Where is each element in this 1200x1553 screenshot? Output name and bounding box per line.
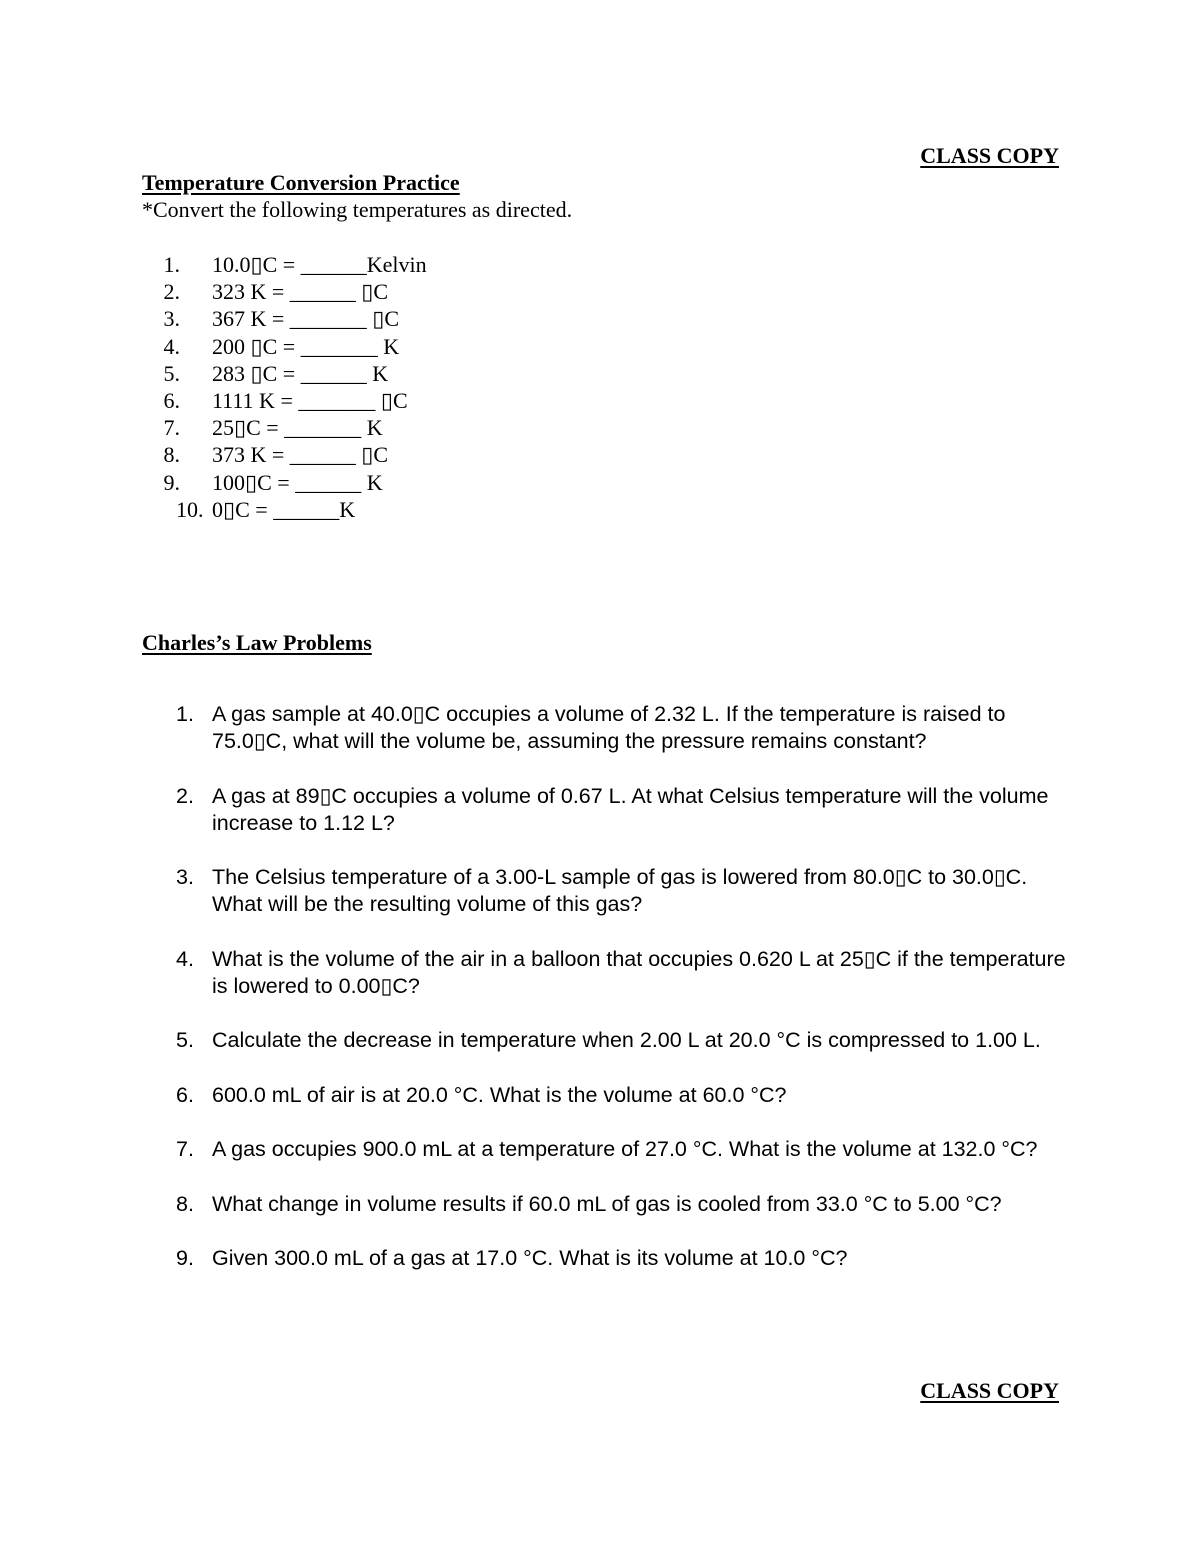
temperature-section-heading: Temperature Conversion Practice (142, 170, 460, 195)
problem-text: A gas sample at 40.0▯C occupies a volume of 2.32 L. If the temperature is raised to 75.0▯C, what will the volume be, assuming the pressure remains constant? (212, 702, 1006, 754)
class-copy-label-bottom: CLASS COPY (920, 1378, 1059, 1403)
item-text: 323 K = ______ ▯C (212, 279, 389, 305)
item-number: 5. (163, 360, 180, 386)
problem-item (142, 1027, 1072, 1054)
item-text: 100▯C = ______ K (212, 469, 383, 495)
problem-item (142, 1082, 1072, 1109)
class-copy-label-top: CLASS COPY (920, 143, 1059, 168)
problem-text: A gas occupies 900.0 mL at a temperature of 27.0 °C. What is the volume at 132.0 °C? (212, 1137, 1038, 1162)
item-number: 4. (163, 333, 180, 359)
charles-problem-list (142, 701, 1072, 1299)
problem-number: 1. (176, 702, 194, 726)
problem-text: What is the volume of the air in a balloon that occupies 0.620 L at 25▯C if the temperature is lowered to 0.00▯C? (212, 946, 1066, 998)
problem-item (142, 701, 1072, 755)
problem-item (142, 1191, 1072, 1218)
problem-text: Given 300.0 mL of a gas at 17.0 °C. What is its volume at 10.0 °C? (212, 1245, 848, 1270)
problem-number: 4. (176, 946, 194, 971)
item-text: 10.0▯C = ______Kelvin (212, 252, 427, 277)
item-number: 1. (163, 252, 180, 277)
item-text: 200 ▯C = _______ K (212, 333, 400, 359)
problem-number: 3. (176, 865, 194, 890)
problem-number: 9. (176, 1245, 194, 1270)
problem-item (142, 1136, 1072, 1163)
item-number: 3. (163, 306, 180, 332)
item-number: 10. (176, 496, 204, 522)
problem-item (142, 864, 1072, 918)
item-number: 8. (163, 442, 180, 468)
item-text: 1111 K = _______ ▯C (212, 387, 408, 413)
problem-text: 600.0 mL of air is at 20.0 °C. What is the volume at 60.0 °C? (212, 1082, 787, 1107)
item-text: 367 K = _______ ▯C (212, 306, 400, 332)
item-text: 25▯C = _______ K (212, 415, 383, 441)
problem-item (142, 1245, 1072, 1272)
problem-number: 2. (176, 783, 194, 808)
charles-section-heading: Charles’s Law Problems (142, 630, 372, 655)
problem-text: The Celsius temperature of a 3.00-L sample of gas is lowered from 80.0▯C to 30.0▯C. What will be the resulting volume of this gas? (212, 865, 1028, 917)
item-number: 6. (163, 387, 180, 413)
problem-number: 6. (176, 1082, 194, 1107)
item-text: 0▯C = ______K (212, 496, 356, 522)
temperature-instruction: *Convert the following temperatures as directed. (142, 197, 573, 222)
problem-text: What change in volume results if 60.0 mL of gas is cooled from 33.0 °C to 5.00 °C? (212, 1191, 1002, 1216)
problem-number: 5. (176, 1028, 194, 1053)
item-number: 9. (163, 469, 180, 495)
item-number: 2. (163, 279, 180, 305)
problem-item (142, 783, 1072, 837)
problem-number: 8. (176, 1191, 194, 1216)
problem-text: Calculate the decrease in temperature when 2.00 L at 20.0 °C is compressed to 1.00 L. (212, 1028, 1041, 1053)
item-text: 373 K = ______ ▯C (212, 442, 389, 468)
item-number: 7. (163, 415, 180, 441)
problem-text: A gas at 89▯C occupies a volume of 0.67 L. At what Celsius temperature will the volume increase to 1.12 L? (212, 783, 1049, 835)
problem-number: 7. (176, 1137, 194, 1162)
problem-item (142, 946, 1072, 1000)
item-text: 283 ▯C = ______ K (212, 360, 389, 386)
